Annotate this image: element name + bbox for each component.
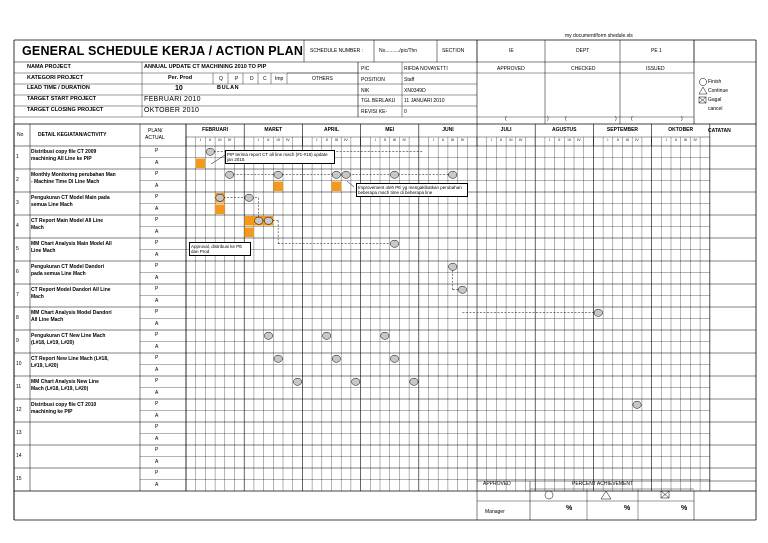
week-label: I bbox=[258, 138, 260, 142]
month-mei: MEI bbox=[385, 127, 395, 133]
kategori-value: Per. Prod bbox=[168, 75, 193, 81]
achievement-triangle-icon bbox=[601, 491, 611, 499]
plan-label: P bbox=[155, 447, 159, 453]
paren-close-3: ) bbox=[681, 116, 683, 122]
paren-close-2: ) bbox=[615, 116, 617, 122]
row-number: 5 bbox=[16, 245, 19, 252]
kategori-others: OTHERS bbox=[312, 76, 333, 82]
week-label: II bbox=[500, 138, 503, 142]
activity-text: Line Mach bbox=[31, 248, 56, 254]
week-label: IV bbox=[518, 138, 523, 142]
week-label: III bbox=[509, 138, 513, 142]
week-label: IV bbox=[460, 138, 465, 142]
row-number: 1 bbox=[16, 153, 19, 160]
note-pip-report: PIP terima report CT all line mach (#1-#18) update jan 2010. bbox=[225, 150, 335, 164]
plan-label: P bbox=[155, 263, 159, 269]
milestone-marker bbox=[216, 194, 224, 201]
week-label: II bbox=[558, 138, 561, 142]
kategori-p: P bbox=[235, 76, 239, 82]
activity-text: semua Line Mach bbox=[31, 202, 73, 208]
milestone-marker bbox=[381, 332, 389, 339]
activity-text: machining All Line ke PIP bbox=[31, 156, 92, 162]
footer-pct-1: % bbox=[566, 505, 573, 512]
milestone-marker bbox=[410, 378, 418, 385]
activity-text: Distribusi copy file CT 2009 bbox=[31, 149, 97, 155]
week-label: I bbox=[200, 138, 202, 142]
page-title: GENERAL SCHEDULE KERJA / ACTION PLAN bbox=[22, 44, 304, 58]
pic-label: PIC bbox=[361, 66, 370, 72]
plan-label: P bbox=[155, 217, 159, 223]
milestone-marker bbox=[390, 355, 398, 362]
legend-continue: Continue bbox=[708, 88, 729, 94]
footer-approved: APPROVED bbox=[483, 481, 511, 487]
week-label: I bbox=[607, 138, 609, 142]
nama-project-label: NAMA PROJECT bbox=[27, 64, 71, 70]
milestone-marker bbox=[633, 401, 641, 408]
kategori-c: C bbox=[263, 76, 267, 82]
week-label: II bbox=[325, 138, 328, 142]
nik-label: NIK bbox=[361, 88, 370, 94]
week-label: II bbox=[209, 138, 212, 142]
kategori-q: Q bbox=[219, 76, 223, 82]
dept-label: DEPT bbox=[576, 48, 590, 54]
legend-gagal: Gagal bbox=[708, 97, 722, 103]
week-label: I bbox=[374, 138, 376, 142]
actual-bar bbox=[215, 205, 225, 215]
start-value: FEBRUARI 2010 bbox=[144, 96, 201, 103]
week-label: III bbox=[451, 138, 455, 142]
position-label: POSITION bbox=[361, 77, 385, 83]
actual-bar bbox=[244, 228, 254, 238]
footer-manager: Manager bbox=[485, 509, 505, 515]
plan-label: P bbox=[155, 286, 159, 292]
legend-finish-icon bbox=[699, 78, 706, 85]
actual-label: A bbox=[155, 458, 159, 465]
week-label: I bbox=[549, 138, 551, 142]
paren-open-3: ( bbox=[631, 116, 633, 122]
row-number: 13 bbox=[16, 429, 22, 436]
actual-label: A bbox=[155, 389, 159, 396]
week-label: IV bbox=[286, 138, 290, 142]
week-label: I bbox=[491, 138, 493, 142]
activity-text: MM Chart Analysis Main Model All bbox=[31, 241, 112, 247]
achievement-circle-icon bbox=[545, 491, 553, 499]
month-agustus: AGUSTUS bbox=[552, 127, 577, 133]
actual-label: A bbox=[155, 228, 159, 235]
leadtime-unit: BULAN bbox=[217, 85, 240, 91]
header-plan: PLAN/ bbox=[148, 128, 163, 134]
actual-label: A bbox=[155, 251, 159, 258]
week-label: IV bbox=[227, 138, 232, 142]
milestone-marker bbox=[449, 263, 457, 270]
nama-project-value: ANNUAL UPDATE CT MACHINING 2010 TO PIP bbox=[144, 64, 267, 70]
row-number: 8 bbox=[16, 314, 19, 321]
week-label: III bbox=[218, 138, 222, 142]
milestone-marker bbox=[332, 355, 340, 362]
footer-pct-3: % bbox=[681, 505, 688, 512]
section-label: SECTION bbox=[442, 48, 465, 54]
actual-label: A bbox=[155, 366, 159, 373]
actual-label: A bbox=[155, 182, 159, 189]
week-label: I bbox=[316, 138, 318, 142]
week-label: II bbox=[267, 138, 270, 142]
kategori-d: D bbox=[250, 76, 254, 82]
milestone-marker bbox=[390, 240, 398, 247]
week-label: III bbox=[334, 138, 338, 142]
plan-label: P bbox=[155, 148, 159, 154]
month-februari: FEBRUARI bbox=[202, 127, 229, 133]
pe-label: PE 1 bbox=[651, 48, 662, 54]
plan-label: P bbox=[155, 309, 159, 315]
legend-finish: Finish bbox=[708, 79, 722, 85]
plan-label: P bbox=[155, 355, 159, 361]
activity-text: CT Report New Line Mach (L#18, bbox=[31, 356, 109, 362]
tgl-label: TGL BERLAKU bbox=[361, 98, 396, 104]
week-label: III bbox=[276, 138, 280, 142]
kategori-imp: Imp bbox=[275, 76, 284, 82]
start-label: TARGET START PROJECT bbox=[27, 96, 97, 102]
milestone-marker bbox=[352, 378, 360, 385]
milestone-marker bbox=[332, 171, 340, 178]
month-juni: JUNI bbox=[442, 127, 454, 133]
week-label: IV bbox=[635, 138, 639, 142]
legend-cancel: cancel bbox=[708, 106, 723, 112]
week-label: III bbox=[392, 138, 397, 142]
week-label: IV bbox=[693, 138, 698, 142]
leadtime-label: LEAD TIME / DURATION bbox=[27, 85, 90, 91]
week-label: II bbox=[383, 138, 386, 142]
paren-open-2: ( bbox=[565, 116, 567, 122]
actual-label: A bbox=[155, 481, 159, 488]
actual-bar bbox=[196, 159, 206, 169]
activity-text: CT Report Main Model All Line bbox=[31, 218, 104, 224]
activity-text: Monthly Monitoring perubahan Man bbox=[31, 172, 116, 178]
row-number: 15 bbox=[16, 475, 22, 482]
milestone-marker bbox=[225, 171, 233, 178]
note-improvement: Improvement oleh PE yg mengakibatkan perubahan beberapa mach time di beberapa line bbox=[356, 183, 468, 197]
actual-label: A bbox=[155, 159, 159, 166]
milestone-marker bbox=[274, 171, 282, 178]
milestone-marker bbox=[390, 171, 398, 178]
actual-bar bbox=[332, 182, 342, 192]
row-number: 3 bbox=[16, 199, 19, 206]
milestone-marker bbox=[255, 217, 263, 224]
footer-percent: PERCENT ACHIEVEMENT bbox=[572, 481, 634, 487]
week-label: I bbox=[432, 138, 434, 142]
row-number: 7 bbox=[16, 291, 19, 298]
file-path: my document/form shedule.xls bbox=[565, 33, 633, 39]
month-juli: JULI bbox=[500, 127, 512, 133]
milestone-marker bbox=[458, 286, 466, 293]
row-number: 10 bbox=[16, 360, 22, 367]
week-label: III bbox=[567, 138, 571, 142]
pic-value: RIFDA NOVAYETTI bbox=[404, 66, 448, 72]
note-approval: Approval, distribusi ke PE dan Prod bbox=[189, 242, 251, 256]
plan-label: P bbox=[155, 194, 159, 200]
row-number: 12 bbox=[16, 406, 22, 413]
activity-text: Mach bbox=[31, 225, 44, 231]
approved-label: APPROVED bbox=[497, 66, 525, 72]
milestone-marker bbox=[264, 332, 272, 339]
activity-text: Pengukuran CT Model Main pada bbox=[31, 195, 110, 201]
milestone-marker bbox=[206, 148, 214, 155]
milestone-marker bbox=[322, 332, 330, 339]
plan-label: P bbox=[155, 401, 159, 407]
activity-text: Mach bbox=[31, 294, 44, 300]
row-number: 9 bbox=[16, 337, 19, 344]
activity-text: - Machine Time Di Line Mach bbox=[31, 179, 100, 185]
activity-text: Pengukuran CT New Line Mach bbox=[31, 333, 106, 339]
actual-label: A bbox=[155, 343, 159, 350]
paren-close-1: ) bbox=[547, 116, 549, 122]
header-no: No bbox=[17, 132, 24, 138]
week-label: II bbox=[441, 138, 445, 142]
milestone-marker bbox=[293, 378, 301, 385]
activity-text: pada semua Line Mach bbox=[31, 271, 86, 277]
week-label: I bbox=[665, 138, 667, 142]
actual-label: A bbox=[155, 274, 159, 281]
issued-label: ISSUED bbox=[646, 66, 665, 72]
schedule-number-value: No........../pic/Thn bbox=[379, 48, 418, 54]
activity-text: MM Chart Analysis New Line bbox=[31, 379, 99, 385]
activity-text: Mach (L#18, L#19, L#20) bbox=[31, 386, 89, 392]
month-maret: MARET bbox=[264, 127, 283, 133]
month-oktober: OKTOBER bbox=[668, 127, 694, 133]
tgl-value: 11 JANUARI 2010 bbox=[404, 98, 445, 104]
header-actual: ACTUAL bbox=[145, 135, 165, 141]
activity-text: machining ke PIP bbox=[31, 409, 73, 415]
actual-label: A bbox=[155, 205, 159, 212]
milestone-marker bbox=[342, 171, 350, 178]
activity-text: All Line Mach bbox=[31, 317, 64, 323]
activity-text: Pengukuran CT Model Dandori bbox=[31, 264, 105, 270]
month-april: APRIL bbox=[323, 127, 339, 133]
week-label: III bbox=[625, 138, 629, 142]
actual-label: A bbox=[155, 297, 159, 304]
activity-text: MM Chart Analysis Model Dandori bbox=[31, 310, 112, 316]
week-label: II bbox=[674, 138, 677, 142]
plan-label: P bbox=[155, 332, 159, 338]
footer-pct-2: % bbox=[624, 505, 631, 512]
week-label: II bbox=[616, 138, 619, 142]
closing-value: OKTOBER 2010 bbox=[144, 107, 200, 114]
milestone-marker bbox=[264, 217, 272, 224]
milestone-marker bbox=[449, 171, 457, 178]
position-value: Staff bbox=[404, 77, 415, 83]
revisi-value: 0 bbox=[404, 109, 407, 115]
closing-label: TARGET CLOSING PROJECT bbox=[27, 107, 104, 113]
actual-label: A bbox=[155, 412, 159, 419]
milestone-marker bbox=[594, 309, 602, 316]
legend-continue-icon bbox=[699, 87, 707, 94]
leadtime-value: 10 bbox=[175, 85, 183, 92]
plan-label: P bbox=[155, 171, 159, 177]
activity-text: Distribusi copy file CT 2010 bbox=[31, 402, 97, 408]
checked-label: CHECKED bbox=[571, 66, 596, 72]
month-september: SEPTEMBER bbox=[606, 127, 639, 133]
activity-text: (L#18, L#19, L#20) bbox=[31, 340, 75, 346]
header-detail: DETAIL KEGIATAN/ACTIVITY bbox=[38, 132, 107, 138]
row-number: 11 bbox=[16, 383, 22, 390]
milestone-marker bbox=[245, 194, 253, 201]
row-number: 4 bbox=[16, 222, 19, 229]
milestone-marker bbox=[274, 355, 282, 362]
week-label: III bbox=[683, 138, 688, 142]
row-number: 6 bbox=[16, 268, 19, 275]
week-label: IV bbox=[577, 138, 581, 142]
header-catatan: CATATAN bbox=[708, 128, 731, 134]
row-number: 14 bbox=[16, 452, 22, 459]
plan-label: P bbox=[155, 470, 159, 476]
ie-label: IE bbox=[509, 48, 514, 54]
actual-bar bbox=[273, 182, 283, 192]
actual-label: A bbox=[155, 320, 159, 327]
plan-label: P bbox=[155, 378, 159, 384]
schedule-number-label: SCHEDULE NUMBER : bbox=[310, 48, 364, 54]
nik-value: XN0349D bbox=[404, 88, 426, 94]
row-number: 2 bbox=[16, 176, 19, 183]
paren-open-1: ( bbox=[505, 116, 507, 122]
week-label: IV bbox=[344, 138, 348, 142]
week-label: IV bbox=[402, 138, 407, 142]
activity-text: L#19, L#20) bbox=[31, 363, 59, 369]
actual-label: A bbox=[155, 435, 159, 442]
plan-label: P bbox=[155, 240, 159, 246]
revisi-label: REVISI KE- bbox=[361, 109, 388, 115]
activity-text: CT Report Model Dandori All Line bbox=[31, 287, 111, 293]
kategori-label: KATEGORI PROJECT bbox=[27, 75, 84, 81]
plan-label: P bbox=[155, 424, 159, 430]
